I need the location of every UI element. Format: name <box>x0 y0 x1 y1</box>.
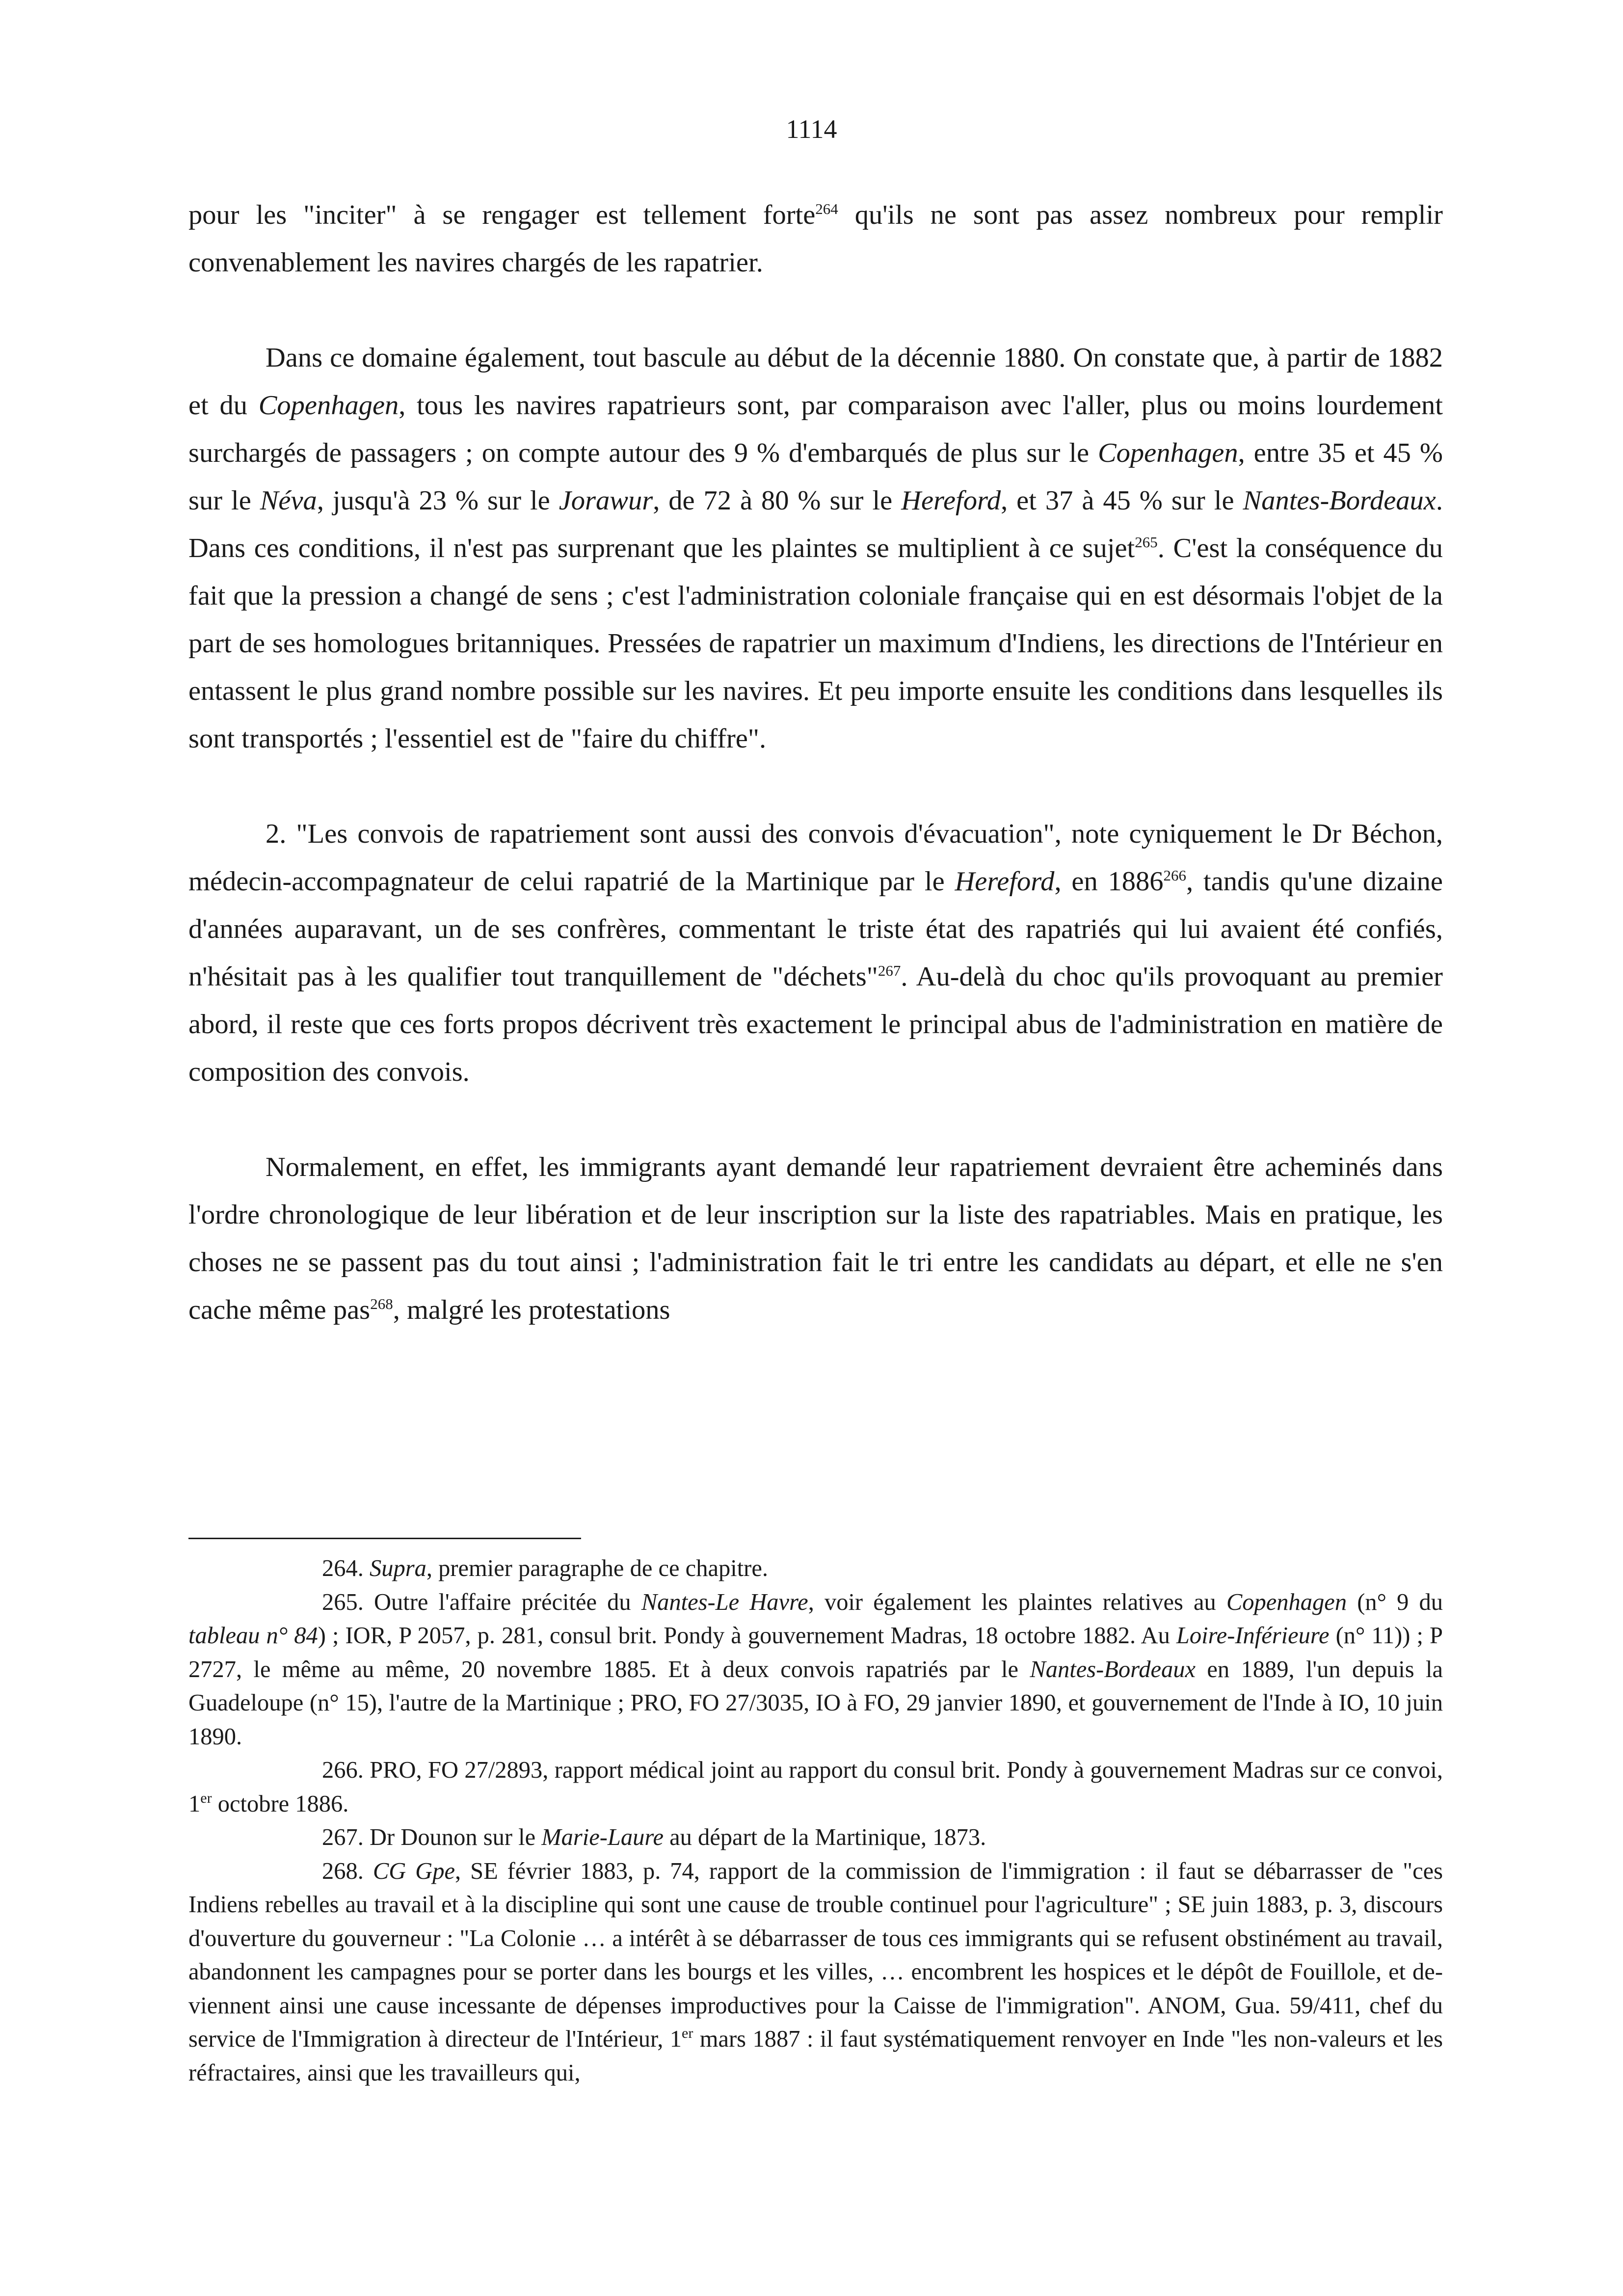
italic-run: Nantes-Bordeaux <box>1030 1656 1196 1682</box>
italic-run: Loire-Inférieure <box>1176 1623 1330 1649</box>
footnote-number: 268. <box>322 1858 373 1884</box>
text-run: Dr Dounon sur le <box>370 1824 542 1850</box>
footnote-264 <box>188 1552 1443 1586</box>
text-run: , entre 35 et 45 % sur le <box>188 438 1443 516</box>
paragraph-gap <box>188 287 1443 334</box>
ship-name: Jorawur <box>559 485 653 516</box>
text-run: Outre l'affaire précitée du <box>374 1589 641 1615</box>
footnote-number: 267. <box>322 1824 370 1850</box>
text-run: , SE février 1883, p. 74, rapport de la commission de l'immigration : il faut se débarrasser de "ces Indiens rebelles au travail et à la discipline qui sont une cause de trouble continuel pour l'agriculture" ; SE juin 1883, p. 3, discours d'ouverture du gouverneur : "La Colonie … a intérêt à se débarrasser de tous ces immigrants qui se refusent obstinément au travail, abandonnent les campagnes pour se porter dans les bourgs et les villes, … encombrent les hospices et le dépôt de Fouillole, et deviennent ainsi une cause incessante de dépenses improductives pour la Caisse de l'immigration". ANOM, Gua. 59/411, chef du service de l'Immigration à directeur de l'Intérieur, 1 <box>188 1858 1443 2052</box>
text-run: (n° 9 du <box>1347 1589 1443 1615</box>
ship-name: Hereford <box>901 485 1001 516</box>
footnote-ref-264[interactable]: 264 <box>815 200 838 217</box>
ship-name: Nantes-Bordeaux <box>1243 485 1436 516</box>
text-run: Dans ce domaine également, tout bascule au début de la décennie 1880. On constate que, à partir de 1882 et du <box>188 343 1443 421</box>
text-run: 2. "Les convois de rapatriement sont aussi des convois d'évacuation", note cyniquement le Dr Béchon, médecin-accompagnateur de celui rapatrié de la Martinique par le <box>188 819 1443 897</box>
text-run: , jusqu'à 23 % sur le <box>317 485 559 516</box>
footnote-266 <box>188 1754 1443 1821</box>
paragraph-gap <box>188 763 1443 810</box>
footnote-ref-267[interactable]: 267 <box>878 962 901 979</box>
italic-run: Marie-Laure <box>541 1824 664 1850</box>
text-run: , malgré les protestations <box>393 1295 670 1325</box>
text-run: au départ de la Martinique, 1873. <box>664 1824 986 1850</box>
ordinal-superscript: er <box>682 2025 693 2041</box>
footnote-number: 265. <box>322 1589 374 1615</box>
italic-run: Supra <box>370 1555 426 1581</box>
paragraph-2 <box>188 334 1443 763</box>
italic-run: Copenhagen <box>1226 1589 1347 1615</box>
ship-name: Hereford <box>955 866 1055 897</box>
text-run: . C'est la conséquence du fait que la pression a changé de sens ; c'est l'administration coloniale française qui en est désormais l'objet de la part de ses homologues britanniques. Pressées de rapatrier un maximum d'Indiens, les directions de l'Intérieur en entassent le plus grand nombre possible sur les navires. Et peu importe ensuite les conditions dans lesquelles ils sont transportés ; l'essentiel est de "faire du chiffre". <box>188 533 1443 754</box>
text-run: , tous les navires rapatrieurs sont, par comparaison avec l'aller, plus ou moins lourdement surchargés de passagers ; on compte autour des 9 % d'embarqués de plus sur le <box>188 390 1443 468</box>
italic-run: CG Gpe <box>372 1858 455 1884</box>
text-run: , et 37 à 45 % sur le <box>1001 485 1243 516</box>
ship-name: Copenhagen <box>258 390 399 421</box>
paragraph-gap <box>188 1096 1443 1144</box>
footnotes <box>188 1552 1443 2090</box>
footnote-268 <box>188 1855 1443 2090</box>
text-run: pour les "inciter" à se rengager est tellement forte <box>188 200 816 230</box>
paragraph-1 <box>188 191 1443 287</box>
paragraph-3 <box>188 810 1443 1096</box>
ship-name: Copenhagen <box>1097 438 1238 468</box>
footnote-ref-268[interactable]: 268 <box>370 1295 393 1312</box>
footnote-ref-266[interactable]: 266 <box>1163 867 1187 884</box>
footnote-separator <box>188 1538 581 1539</box>
text-run: Normalement, en effet, les immigrants ayant demandé leur rapatriement devraient être acheminés dans l'ordre chronologique de leur libération et de leur inscription sur la liste des rapatriables. Mais en pratique, les choses ne se passent pas du tout ainsi ; l'administration fait le tri entre les candidats au départ, et elle ne s'en cache même pas <box>188 1152 1443 1325</box>
italic-run: Nantes-Le Havre <box>641 1589 808 1615</box>
footnote-number: 264. <box>322 1555 370 1581</box>
footnote-265 <box>188 1586 1443 1754</box>
paragraph-4 <box>188 1144 1443 1334</box>
footnote-number: 266. <box>322 1757 370 1783</box>
footnote-267 <box>188 1821 1443 1855</box>
ordinal-superscript: er <box>200 1789 212 1806</box>
main-text <box>188 191 1443 1334</box>
text-run: en 1889, l'un depuis la Guadeloupe (n° 15), l'autre de la Martinique ; PRO, FO 27/3035, IO à FO, 29 janvier 1890, et gouvernement de l'Inde à IO, 10 juin 1890. <box>188 1656 1443 1750</box>
text-run: ) ; IOR, P 2057, p. 281, consul brit. Pondy à gouvernement Madras, 18 octobre 1882. Au <box>318 1623 1176 1649</box>
italic-run: tableau n° 84 <box>188 1623 318 1649</box>
footnote-ref-265[interactable]: 265 <box>1135 534 1158 551</box>
text-run: , de 72 à 80 % sur le <box>653 485 902 516</box>
text-run: mars 1887 : il faut systématiquement renvoyer en Inde "les non-valeurs et les réfractaires, ainsi que les travailleurs qui, <box>188 2026 1443 2086</box>
text-run: , voir également les plaintes relatives au <box>808 1589 1226 1615</box>
ship-name: Néva <box>260 485 317 516</box>
text-run: qu'ils ne sont pas assez nombreux pour remplir convenablement les navires chargés de les rapatrier. <box>188 200 1443 278</box>
text-run: , en 1886 <box>1054 866 1164 897</box>
text-run: , tandis qu'une dizaine d'années auparavant, un de ses confrères, commentant le triste état des rapatriés qui lui avaient été confiés, n'hésitait pas à les qualifier tout tranquillement de "déchets" <box>188 866 1443 992</box>
text-run: PRO, FO 27/2893, rapport médical joint au rapport du consul brit. Pondy à gouvernement Madras sur ce convoi, 1 <box>188 1757 1443 1817</box>
text-run: octobre 1886. <box>212 1790 349 1817</box>
text-run: . Au-delà du choc qu'ils provoquant au premier abord, il reste que ces forts propos décrivent très exactement le principal abus de l'administration en matière de composition des convois. <box>188 961 1443 1087</box>
text-run: , premier paragraphe de ce chapitre. <box>426 1555 768 1581</box>
text-run: . Dans ces conditions, il n'est pas surprenant que les plaintes se multiplient à ce sujet <box>188 485 1443 563</box>
page-number: 1114 <box>786 114 837 144</box>
text-run: (n° 11)) ; P 2727, le même au même, 20 novembre 1885. Et à deux convois rapatriés par le <box>188 1623 1443 1682</box>
